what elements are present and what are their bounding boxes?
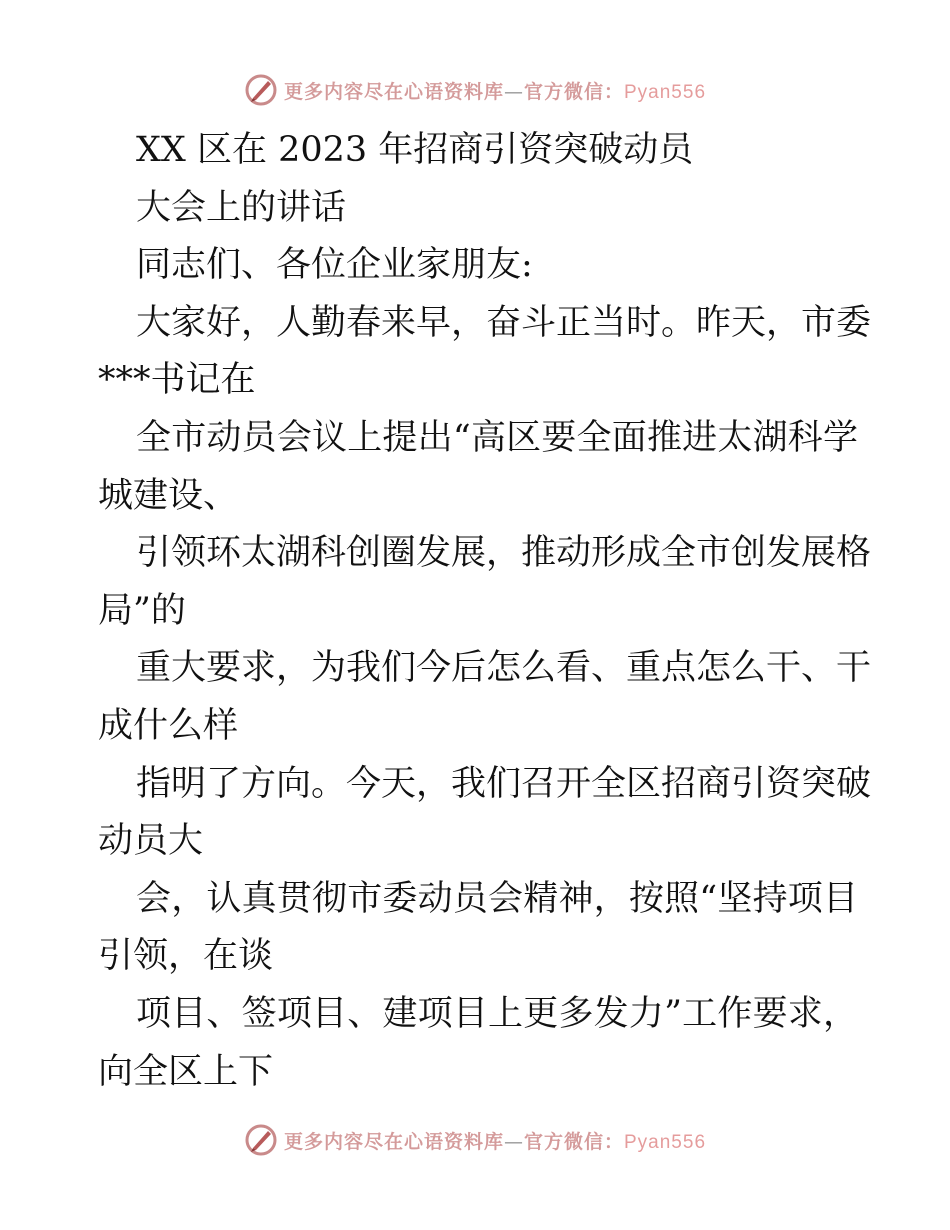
watermark-main: 更多内容尽在心语资料库 xyxy=(283,80,504,103)
paragraph-line: 城建设、 xyxy=(98,475,239,516)
paragraph-line: 向全区上下 xyxy=(98,1051,274,1092)
paragraph-line: 重大要求，为我们今后怎么看、重点怎么干、干 xyxy=(136,648,872,689)
paragraph-line: 项目、签项目、建项目上更多发力”工作要求， xyxy=(136,993,858,1034)
watermark-main: 更多内容尽在心语资料库 xyxy=(283,1130,504,1153)
document-body xyxy=(98,122,872,1101)
watermark-separator: — xyxy=(503,80,524,103)
title-line-1: XX 区在 2023 年招商引资突破动员 xyxy=(136,130,694,170)
salutation-line: 同志们、各位企业家朋友: xyxy=(136,245,533,286)
watermark-separator: — xyxy=(503,1130,524,1153)
watermark-text xyxy=(284,77,706,104)
paragraph-line: 指明了方向。今天，我们召开全区招商引资突破 xyxy=(136,763,872,804)
paragraph-line: 局”的 xyxy=(98,590,186,631)
paragraph-line: 大家好，人勤春来早，奋斗正当时。昨天，市委 xyxy=(136,302,872,343)
paragraph-line: 全市动员会议上提出“高区要全面推进太湖科学 xyxy=(136,417,858,458)
paragraph-line: ***书记在 xyxy=(98,360,256,401)
paragraph-line: 动员大 xyxy=(98,821,204,862)
watermark-id: Pyan556 xyxy=(624,81,707,103)
watermark-text xyxy=(284,1127,706,1154)
title-line-2: 大会上的讲话 xyxy=(136,187,347,228)
watermark-id: Pyan556 xyxy=(624,1131,707,1153)
paragraph-line: 成什么样 xyxy=(98,705,239,746)
watermark-header xyxy=(0,70,950,110)
pen-logo-icon xyxy=(244,1123,278,1157)
paragraph-line: 引领环太湖科创圈发展，推动形成全市创发展格 xyxy=(136,533,872,574)
pen-logo-icon xyxy=(244,73,278,107)
paragraph-line: 引领，在谈 xyxy=(98,936,274,977)
watermark-footer xyxy=(0,1120,950,1160)
watermark-label: 官方微信： xyxy=(523,1130,624,1153)
watermark-label: 官方微信： xyxy=(523,80,624,103)
paragraph-line: 会，认真贯彻市委动员会精神，按照“坚持项目 xyxy=(136,878,858,919)
